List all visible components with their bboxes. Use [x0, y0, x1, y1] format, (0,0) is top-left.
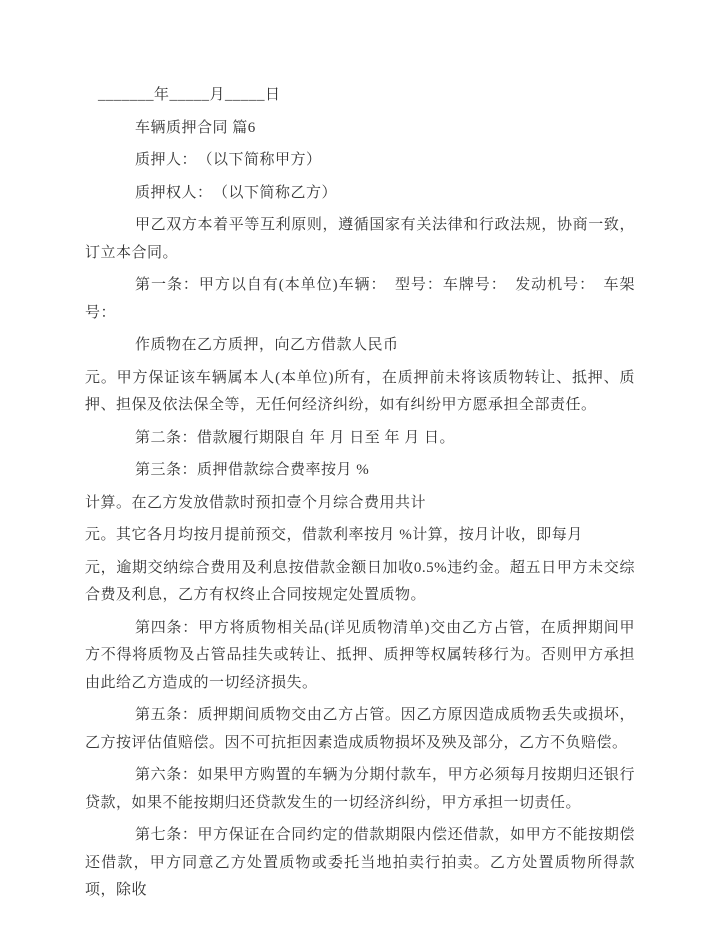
preamble-paragraph: 甲乙双方本着平等互利原则，遵循国家有关法律和行政法规，协商一致，订立本合同。: [85, 217, 635, 261]
document-title: 车辆质押合同 篇6: [135, 119, 256, 136]
clause-3-interest-line: 元。其它各月均按月提前预交，借款利率按月 %计算，按月计收，即每月: [85, 527, 583, 543]
date-fill-in-line: _______年_____月_____日: [98, 87, 281, 103]
pledgor-line: 质押人： （以下简称甲方）: [135, 152, 322, 168]
clause-3-prepay-line: 计算。在乙方发放借款时预扣壹个月综合费用共计: [85, 494, 427, 511]
clause-2-paragraph: 第二条：借款履行期限自 年 月 日至 年 月 日。: [135, 429, 456, 446]
clause-4-paragraph: 第四条：甲方将质物相关品(详见质物清单)交由乙方占管，在质押期间甲方不得将质物及占管品挂失或转让、抵押、质押等权属转移行为。否则甲方承担由此给乙方造成的一切经济损失。: [85, 619, 635, 691]
clause-1-pledge-line: 作质物在乙方质押，向乙方借款人民币: [135, 337, 399, 353]
clause-3-penalty-paragraph: 元，逾期交纳综合费用及利息按借款金额日加收0.5%违约金。超五日甲方未交综合费及利息，乙方有权终止合同按规定处置质物。: [85, 559, 635, 603]
clause-1-vehicle-info-line: 第一条：甲方以自有(本单位)车辆： 型号：车牌号： 发动机号： 车架号：: [85, 277, 635, 321]
clause-5-paragraph: 第五条：质押期间质物交由乙方占管。因乙方原因造成质物丢失或损坏，乙方按评估值赔偿。因不可抗拒因素造成质物损坏及殃及部分，乙方不负赔偿。: [85, 707, 635, 751]
pledgee-line: 质押权人： （以下简称乙方）: [135, 184, 338, 201]
clause-1-guarantee-paragraph: 元。甲方保证该车辆属本人(本单位)所有，在质押前未将该质物转让、抵押、质押、担保及依法保全等，无任何经济纠纷，如有纠纷甲方愿承担全部责任。: [85, 369, 635, 413]
clause-3-rate-line: 第三条：质押借款综合费率按月 %: [135, 462, 370, 478]
clause-6-paragraph: 第六条：如果甲方购置的车辆为分期付款车，甲方必须每月按期归还银行贷款，如果不能按期归还贷款发生的一切经济纠纷，甲方承担一切责任。: [85, 767, 635, 811]
clause-7-paragraph: 第七条：甲方保证在合同约定的借款期限内偿还借款，如甲方不能按期偿还借款，甲方同意乙方处置质物或委托当地拍卖行拍卖。乙方处置质物所得款项，除收: [85, 827, 635, 898]
